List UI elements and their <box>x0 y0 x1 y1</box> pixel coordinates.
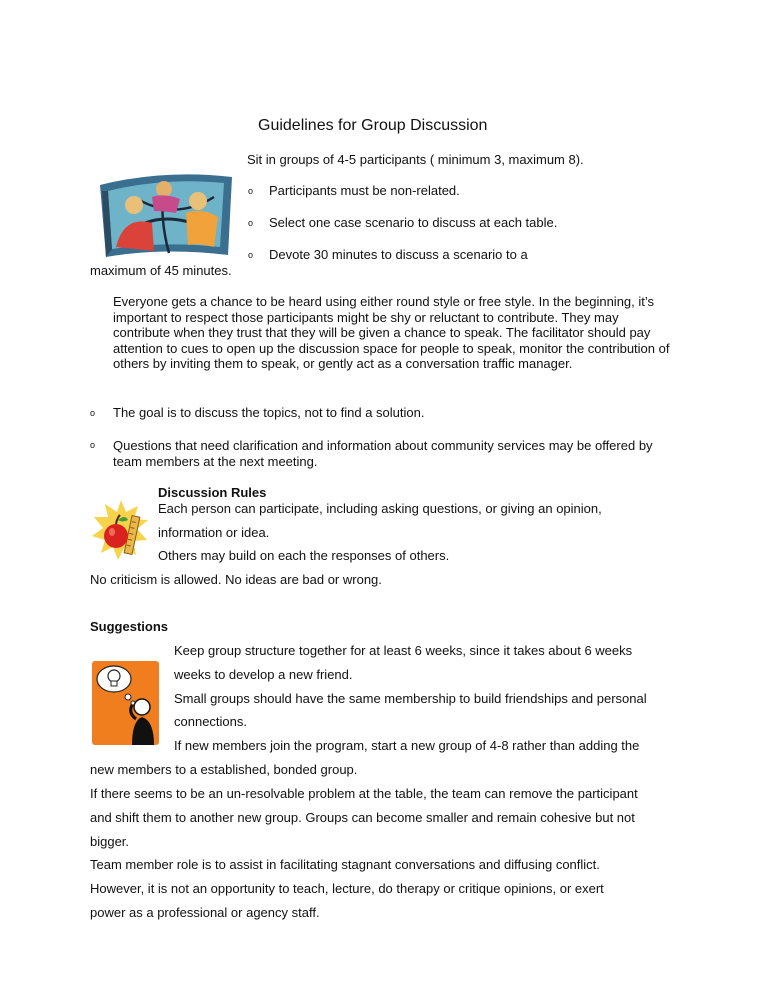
rules-line: No criticism is allowed. No ideas are bad or wrong. <box>90 572 382 587</box>
suggestion-line: If there seems to be an un-resolvable problem at the table, the team can remove the participant <box>90 786 638 801</box>
suggestion-line: power as a professional or agency staff. <box>90 905 320 920</box>
suggestion-line: Team member role is to assist in facilitating stagnant conversations and diffusing conflict. <box>90 857 600 872</box>
suggestions-heading: Suggestions <box>90 619 169 634</box>
bullet-marker: o <box>248 218 254 228</box>
suggestion-line: bigger. <box>90 834 130 849</box>
suggestion-line: Small groups should have the same membership to build friendships and personal <box>174 691 647 706</box>
suggestion-line: Keep group structure together for at least 6 weeks, since it takes about 6 weeks <box>174 643 633 658</box>
bullet-item: Questions that need clarification and information about community services may be offered by team members at the next meeting. <box>113 438 653 469</box>
bullet-marker: o <box>90 440 96 450</box>
everyone-paragraph: Everyone gets a chance to be heard using either round style or free style. In the beginning, it’s important to respect those participants might be shy or reluctant to contribute. They may contribute when they trust that they will be given a chance to speak. The facilitator should pay attention to cues to open up the discussion space for people to speak, monitor the contribution of others by inviting them to speak, or gently act as a conversation traffic manager. <box>113 294 670 371</box>
apple-ruler-clipart <box>92 500 150 562</box>
page-title: Guidelines for Group Discussion <box>258 117 488 134</box>
intro-text: Sit in groups of 4-5 participants ( minimum 3, maximum 8). <box>247 152 584 167</box>
lightbulb-thinker-clipart <box>92 661 159 745</box>
bullet-marker: o <box>90 408 96 418</box>
suggestion-line: and shift them to another new group. Groups can become smaller and remain cohesive but not <box>90 810 635 825</box>
rules-line: Others may build on each the responses of others. <box>158 548 450 563</box>
bullet-item-continuation: maximum of 45 minutes. <box>90 263 232 278</box>
rules-line: Each person can participate, including asking questions, or giving an opinion, <box>158 501 602 516</box>
discussion-rules-heading: Discussion Rules <box>158 485 267 500</box>
bullet-marker: o <box>248 186 254 196</box>
suggestion-line: However, it is not an opportunity to teach, lecture, do therapy or critique opinions, or exert <box>90 881 604 896</box>
bullet-item: The goal is to discuss the topics, not to find a solution. <box>113 405 425 420</box>
suggestion-line: new members to a established, bonded group. <box>90 762 358 777</box>
bullet-item: Devote 30 minutes to discuss a scenario to a <box>269 247 528 262</box>
suggestion-line: If new members join the program, start a new group of 4-8 rather than adding the <box>174 738 640 753</box>
rules-line: information or idea. <box>158 525 270 540</box>
suggestion-line: weeks to develop a new friend. <box>174 667 353 682</box>
group-discussion-clipart <box>94 167 236 259</box>
suggestion-line: connections. <box>174 714 247 729</box>
bullet-item: Select one case scenario to discuss at each table. <box>269 215 558 230</box>
bullet-item: Participants must be non-related. <box>269 183 460 198</box>
bullet-marker: o <box>248 250 254 260</box>
